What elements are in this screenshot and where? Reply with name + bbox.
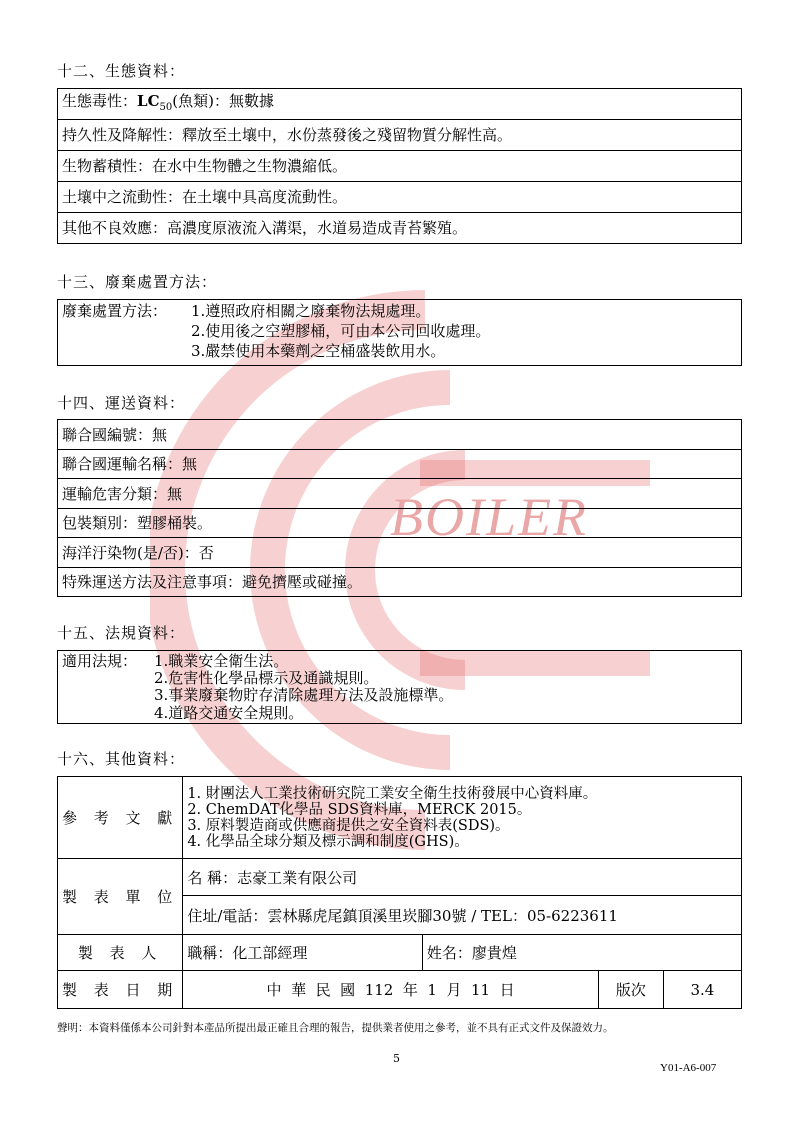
watermark-text: BOILER: [390, 487, 588, 547]
reference-item: 1. 財團法人工業技術研究院工業安全衛生技術發展中心資料庫。: [187, 785, 598, 802]
transport-special: 特殊運送方法及注意事項：避免擠壓或碰撞。: [58, 568, 742, 597]
regulation-item: 2.危害性化學品標示及通識規則。: [154, 669, 379, 687]
transport-marine-pollutant: 海洋汙染物(是/否)：否: [58, 538, 742, 568]
maker-name: 姓名：廖貴煌: [422, 935, 741, 971]
section-12-title: 十二、生態資料：: [57, 62, 186, 80]
eco-persistence-row: 持久性及降解性：釋放至土壤中，水份蒸發後之殘留物質分解性高。: [58, 120, 742, 151]
page-number: 5: [393, 1052, 400, 1065]
section-15-title: 十五、法規資料：: [57, 624, 186, 642]
eco-other-row: 其他不良效應：高濃度原液流入溝渠，水道易造成青苔繁殖。: [58, 213, 742, 244]
section-14-title: 十四、運送資料：: [57, 394, 186, 412]
version-label: 版次: [598, 971, 663, 1009]
ecology-table: [57, 88, 742, 244]
transport-hazard-class: 運輸危害分類：無: [58, 479, 742, 509]
eco-bioaccumulation-row: 生物蓄積性：在水中生物體之生物濃縮低。: [58, 151, 742, 182]
issue-date: 中 華 民 國 112 年 1 月 11 日: [183, 971, 599, 1009]
transport-packing: 包裝類別：塑膠桶裝。: [58, 509, 742, 538]
eco-mobility-row: 土壤中之流動性：在土壤中具高度流動性。: [58, 182, 742, 213]
disposal-label: 廢棄處置方法：: [62, 302, 168, 320]
regulation-box: [57, 650, 742, 724]
company-name: 名 稱：志豪工業有限公司: [183, 859, 742, 896]
disposal-item: 2.使用後之空塑膠桶，可由本公司回收處理。: [191, 322, 491, 340]
transport-un-number: 聯合國編號：無: [58, 420, 742, 450]
document-number: Y01-A6-007: [660, 1062, 717, 1074]
regulation-item: 3.事業廢棄物貯存清除處理方法及設施標準。: [154, 686, 454, 704]
section-13-title: 十三、廢棄處置方法：: [57, 273, 218, 291]
company-address: 住址/電話：雲林縣虎尾鎮頂溪里崁腳30號 / TEL：05-6223611: [183, 896, 742, 935]
disposal-box: [57, 299, 742, 366]
reference-list: [183, 777, 742, 859]
transport-table: [57, 419, 742, 597]
section-16-title: 十六、其他資料：: [57, 750, 186, 768]
regulation-item: 1.職業安全衛生法。: [154, 652, 289, 670]
unit-label: 製 表 單 位: [58, 859, 183, 935]
reference-item: 2. ChemDAT化學品 SDS資料庫，MERCK 2015。: [187, 801, 532, 818]
disposal-item: 3.嚴禁使用本藥劑之空桶盛裝飲用水。: [191, 342, 446, 360]
maker-label: 製 表 人: [58, 935, 183, 971]
disposal-item: 1.遵照政府相關之廢棄物法規處理。: [191, 302, 431, 320]
date-label: 製 表 日 期: [58, 971, 183, 1009]
version-value: 3.4: [663, 971, 741, 1009]
maker-job-title: 職稱：化工部經理: [183, 935, 423, 971]
reference-label: 參 考 文 獻: [58, 777, 183, 859]
reference-item: 3. 原料製造商或供應商提供之安全資料表(SDS)。: [187, 817, 510, 834]
regulation-label: 適用法規：: [62, 652, 138, 670]
other-info-table: [57, 776, 742, 1009]
reference-item: 4. 化學品全球分類及標示調和制度(GHS)。: [187, 833, 469, 850]
transport-un-name: 聯合國運輸名稱：無: [58, 450, 742, 479]
eco-toxicity-row: 生態毒性：$LC_{50}$(魚類)：無數據: [58, 89, 742, 120]
regulation-item: 4.道路交通安全規則。: [154, 704, 304, 722]
disclaimer: 聲明：本資料僅係本公司針對本產品所提出最正確且合理的報告，提供業者使用之參考，並不具有正式文件及保證效力。: [57, 1022, 614, 1034]
